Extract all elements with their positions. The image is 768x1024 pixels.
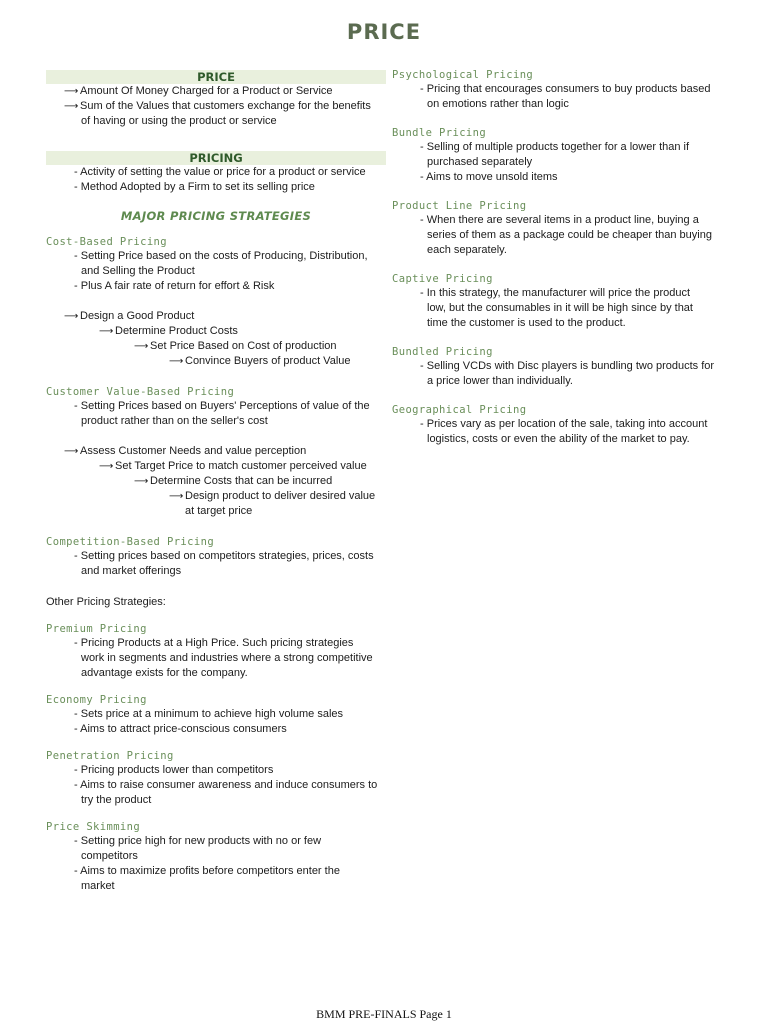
major-strategies-heading: MAJOR PRICING STRATEGIES xyxy=(120,209,312,223)
list-item-continuation: on emotions rather than logic xyxy=(427,98,569,110)
section-heading: Cost-Based Pricing xyxy=(46,236,167,248)
right-arrow-icon: ⟶ xyxy=(64,311,79,322)
list-item-continuation: low, but the consumables in it will be high since by that xyxy=(427,302,693,314)
list-item: - Setting prices based on competitors strategies, prices, costs xyxy=(74,550,374,562)
section-heading: Price Skimming xyxy=(46,821,141,833)
section-heading: Bundled Pricing xyxy=(392,346,493,358)
section-heading: Competition-Based Pricing xyxy=(46,536,215,548)
list-item: - Method Adopted by a Firm to set its selling price xyxy=(74,181,315,193)
list-item-continuation: product rather than on the seller's cost xyxy=(81,415,268,427)
right-arrow-icon: ⟶ xyxy=(169,491,184,502)
list-item-continuation: and market offerings xyxy=(81,565,182,577)
section-heading: Captive Pricing xyxy=(392,273,493,285)
flow-step: ⟶ Determine Costs that can be incurred xyxy=(134,475,333,487)
flow-step: ⟶ Design a Good Product xyxy=(64,310,195,322)
section-heading: Geographical Pricing xyxy=(392,404,527,416)
list-item: - When there are several items in a product line, buying a xyxy=(420,214,699,226)
section-heading: Economy Pricing xyxy=(46,694,147,706)
page-footer: BMM PRE-FINALS Page 1 xyxy=(316,1007,452,1021)
right-arrow-icon: ⟶ xyxy=(99,326,114,337)
section-heading: Product Line Pricing xyxy=(392,200,527,212)
list-item: - Selling of multiple products together for a lower than if xyxy=(420,141,690,153)
list-item: - Sets price at a minimum to achieve high volume sales xyxy=(74,708,344,720)
other-strategies-label: Other Pricing Strategies: xyxy=(46,596,166,608)
list-item-continuation: each separately. xyxy=(427,244,507,256)
pricing-heading: PRICING xyxy=(46,151,386,165)
section-heading: Bundle Pricing xyxy=(392,127,487,139)
flow-step: ⟶ Set Price Based on Cost of production xyxy=(134,340,337,352)
right-arrow-icon: ⟶ xyxy=(64,86,79,97)
page-title: PRICE xyxy=(346,20,422,44)
list-item: - Prices vary as per location of the sale, taking into account xyxy=(420,418,708,430)
list-item: - Aims to attract price-conscious consumers xyxy=(74,723,287,735)
flow-step: ⟶ Convince Buyers of product Value xyxy=(169,355,351,367)
section-heading: Penetration Pricing xyxy=(46,750,174,762)
list-item: - Plus A fair rate of return for effort & Risk xyxy=(74,280,275,292)
list-item: - Aims to move unsold items xyxy=(420,171,558,183)
list-item: - Pricing products lower than competitors xyxy=(74,764,274,776)
list-item-continuation: purchased separately xyxy=(427,156,533,168)
section-heading: Psychological Pricing xyxy=(392,69,534,81)
list-item-continuation: logistics, costs or even the ability of the market to pay. xyxy=(427,433,690,445)
list-item-continuation: competitors xyxy=(81,850,138,862)
list-item-continuation: try the product xyxy=(81,794,152,806)
list-item-continuation: and Selling the Product xyxy=(81,265,195,277)
list-item: - Activity of setting the value or price for a product or service xyxy=(74,166,366,178)
list-item: - Setting price high for new products with no or few xyxy=(74,835,322,847)
list-item-continuation: advantage exists for the company. xyxy=(81,667,248,679)
right-arrow-icon: ⟶ xyxy=(134,341,149,352)
list-item-continuation: series of them as a package could be cheaper than buying xyxy=(427,229,712,241)
right-arrow-icon: ⟶ xyxy=(99,461,114,472)
list-item: - Setting Price based on the costs of Producing, Distribution, xyxy=(74,250,368,262)
list-item: ⟶ Amount Of Money Charged for a Product or Service xyxy=(64,85,333,97)
right-arrow-icon: ⟶ xyxy=(64,101,79,112)
price-heading: PRICE xyxy=(46,70,386,84)
list-item: - In this strategy, the manufacturer will price the product xyxy=(420,287,691,299)
list-item-continuation: a price lower than individually. xyxy=(427,375,573,387)
right-arrow-icon: ⟶ xyxy=(169,356,184,367)
left-column xyxy=(46,68,386,894)
list-item: - Setting Prices based on Buyers' Perceptions of value of the xyxy=(74,400,370,412)
list-item: - Pricing Products at a High Price. Such pricing strategies xyxy=(74,637,354,649)
list-item-continuation: of having or using the product or service xyxy=(81,115,277,127)
list-item-continuation: work in segments and industries where a strong competitive xyxy=(81,652,373,664)
list-item: - Pricing that encourages consumers to buy products based xyxy=(420,83,711,95)
list-item-continuation: market xyxy=(81,880,115,892)
list-item: ⟶ Sum of the Values that customers exchange for the benefits xyxy=(64,100,371,112)
flow-step: ⟶ Determine Product Costs xyxy=(99,325,238,337)
list-item: - Aims to maximize profits before competitors enter the xyxy=(74,865,340,877)
right-column xyxy=(392,68,732,447)
list-item: - Aims to raise consumer awareness and induce consumers to xyxy=(74,779,378,791)
list-item-continuation: time the customer is used to the product. xyxy=(427,317,626,329)
section-heading: Customer Value-Based Pricing xyxy=(46,386,235,398)
flow-step: ⟶ Assess Customer Needs and value perception xyxy=(64,445,307,457)
flow-step: ⟶ Set Target Price to match customer perceived value xyxy=(99,460,367,472)
right-arrow-icon: ⟶ xyxy=(134,476,149,487)
section-heading: Premium Pricing xyxy=(46,623,147,635)
right-arrow-icon: ⟶ xyxy=(64,446,79,457)
flow-step-continuation: at target price xyxy=(185,505,253,517)
flow-step: ⟶ Design product to deliver desired value xyxy=(169,490,376,502)
list-item: - Selling VCDs with Disc players is bundling two products for xyxy=(420,360,715,372)
